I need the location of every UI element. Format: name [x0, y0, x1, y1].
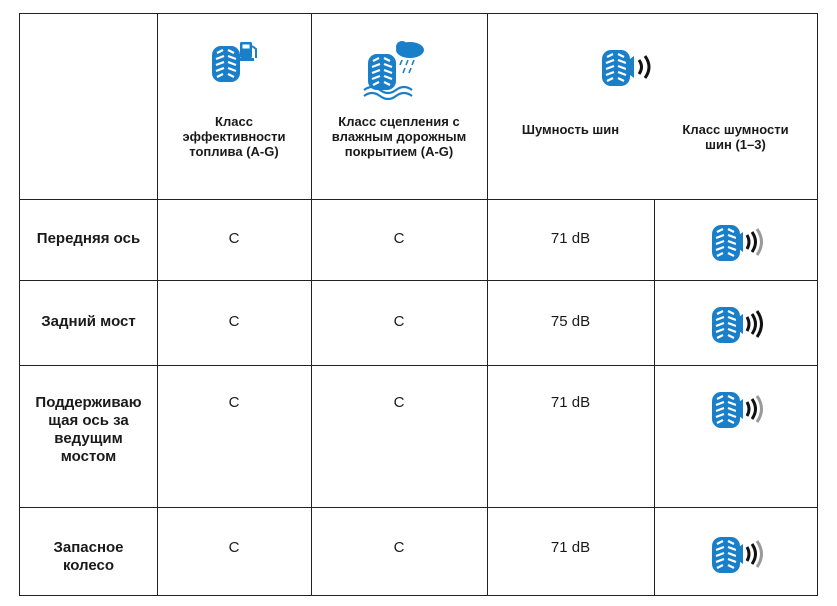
wet-grip-value: C: [393, 539, 405, 556]
tire-sound-waves-icon: [600, 46, 664, 95]
wet-grip-value: C: [393, 394, 405, 411]
tire-noise-class-icon: [710, 222, 770, 269]
noise-class-header: Класс шумности шин (1–3): [682, 122, 789, 152]
noise-header: Шумность шин: [521, 122, 620, 137]
row-label-rear-axle: Задний мост: [41, 313, 136, 330]
row-label-spare-wheel: Запасное колесо: [53, 539, 124, 574]
noise-value: 71 dB: [550, 394, 591, 411]
fuel-value: C: [228, 394, 240, 411]
tire-noise-class-icon: [710, 304, 770, 351]
wet-grip-value: C: [393, 313, 405, 330]
noise-value: 71 dB: [550, 539, 591, 556]
noise-value: 71 dB: [550, 230, 591, 247]
fuel-value: C: [228, 313, 240, 330]
noise-value: 75 dB: [550, 313, 591, 330]
tire-label-table: [19, 13, 818, 596]
fuel-class-header: Класс эффективности топлива (A-G): [182, 114, 286, 159]
tire-noise-class-icon: [710, 389, 770, 436]
row-label-front-axle: Передняя ось: [36, 230, 141, 247]
tire-rain-cloud-icon: [362, 38, 434, 105]
wet-grip-value: C: [393, 230, 405, 247]
fuel-value: C: [228, 539, 240, 556]
tire-noise-class-icon: [710, 534, 770, 581]
fuel-value: C: [228, 230, 240, 247]
row-label-support-axle: Поддерживаю щая ось за ведущим мостом: [35, 394, 142, 465]
tire-fuel-pump-icon: [210, 40, 260, 91]
wet-grip-header: Класс сцепления с влажным дорожным покрытием (A-G): [331, 114, 467, 159]
